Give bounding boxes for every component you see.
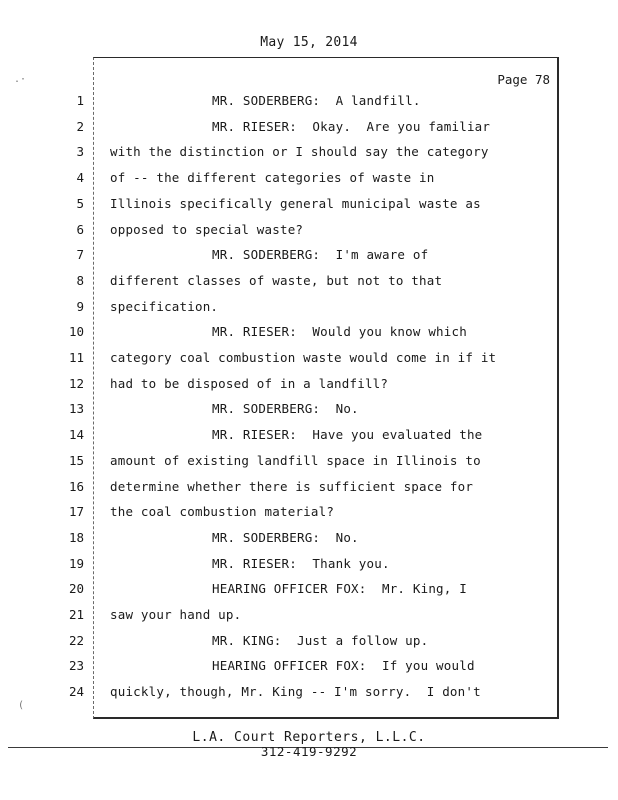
line-text: Illinois specifically general municipal waste as	[110, 195, 481, 211]
line-number: 9	[76, 298, 84, 314]
transcript-line	[0, 500, 618, 526]
transcript-line	[0, 346, 618, 372]
line-text: MR. RIESER: Thank you.	[212, 555, 390, 571]
line-text: MR. RIESER: Would you know which	[212, 324, 467, 340]
transcript-line	[0, 449, 618, 475]
line-number: 13	[68, 401, 84, 417]
transcript-line	[0, 320, 618, 346]
transcript-line	[0, 629, 618, 655]
transcript-line	[0, 166, 618, 192]
line-number: 24	[68, 684, 84, 700]
line-text: quickly, though, Mr. King -- I'm sorry. I don't	[110, 684, 481, 700]
line-text: MR. SODERBERG: A landfill.	[212, 93, 421, 108]
transcript-line	[0, 218, 618, 244]
transcript-line	[0, 654, 618, 680]
line-text: amount of existing landfill space in Illinois to	[110, 452, 481, 468]
transcript-line	[0, 680, 618, 706]
line-number: 17	[68, 504, 84, 520]
transcript-line	[0, 269, 618, 295]
transcript-line	[0, 526, 618, 552]
line-number: 16	[68, 478, 84, 494]
line-text: of -- the different categories of waste in	[110, 170, 435, 186]
scan-speck: .·	[14, 74, 27, 85]
line-number: 11	[68, 350, 84, 365]
line-number: 5	[76, 195, 84, 211]
line-number: 1	[76, 93, 84, 108]
line-text: MR. KING: Just a follow up.	[212, 632, 429, 648]
line-number: 18	[68, 529, 84, 545]
page-number: Page 78	[497, 72, 550, 87]
line-text: had to be disposed of in a landfill?	[110, 375, 389, 391]
line-number: 15	[68, 452, 84, 468]
header-date: May 15, 2014	[260, 35, 358, 50]
line-number: 3	[76, 144, 84, 160]
transcript-line	[0, 140, 618, 166]
transcript-line	[0, 577, 618, 603]
line-number: 7	[76, 247, 84, 263]
line-text: MR. SODERBERG: No.	[212, 401, 359, 417]
line-text: with the distinction or I should say the category	[110, 144, 489, 160]
line-number: 12	[68, 375, 84, 391]
line-text: determine whether there is sufficient space for	[110, 478, 474, 494]
line-text: opposed to special waste?	[110, 221, 304, 237]
transcript-line	[0, 475, 618, 501]
line-number: 21	[68, 607, 84, 622]
scan-speck: (	[18, 700, 25, 711]
transcript-line	[0, 372, 618, 398]
transcript-line	[0, 192, 618, 218]
transcript-line	[0, 423, 618, 449]
line-text: MR. RIESER: Okay. Are you familiar	[212, 118, 491, 134]
line-number: 10	[68, 324, 84, 340]
line-text: HEARING OFFICER FOX: Mr. King, I	[212, 581, 467, 597]
line-number: 14	[68, 427, 84, 443]
transcript-line	[0, 397, 618, 423]
transcript-line	[0, 603, 618, 629]
line-number: 2	[76, 118, 84, 134]
line-text: MR. SODERBERG: I'm aware of	[212, 247, 429, 263]
line-number: 8	[76, 272, 84, 288]
line-text: specification.	[110, 298, 219, 314]
line-number: 20	[68, 581, 84, 597]
line-text: MR. RIESER: Have you evaluated the	[212, 427, 483, 443]
transcript-line	[0, 115, 618, 141]
line-number: 4	[76, 170, 84, 186]
line-text: MR. SODERBERG: No.	[212, 529, 359, 545]
footer-phone: 312-419-9292	[260, 744, 358, 759]
line-number: 6	[76, 221, 84, 237]
line-number: 23	[68, 658, 84, 674]
line-text: different classes of waste, but not to that	[110, 272, 443, 288]
transcript-line	[0, 295, 618, 321]
footer-firm: L.A. Court Reporters, L.L.C.	[192, 730, 426, 745]
transcript-line	[0, 552, 618, 578]
line-text: HEARING OFFICER FOX: If you would	[212, 658, 475, 674]
transcript-line	[0, 89, 618, 115]
line-number: 19	[68, 555, 84, 571]
line-text: the coal combustion material?	[110, 504, 335, 520]
line-text: category coal combustion waste would come in if it	[110, 350, 497, 365]
line-text: saw your hand up.	[110, 607, 242, 622]
line-number: 22	[68, 632, 84, 648]
transcript-line	[0, 243, 618, 269]
